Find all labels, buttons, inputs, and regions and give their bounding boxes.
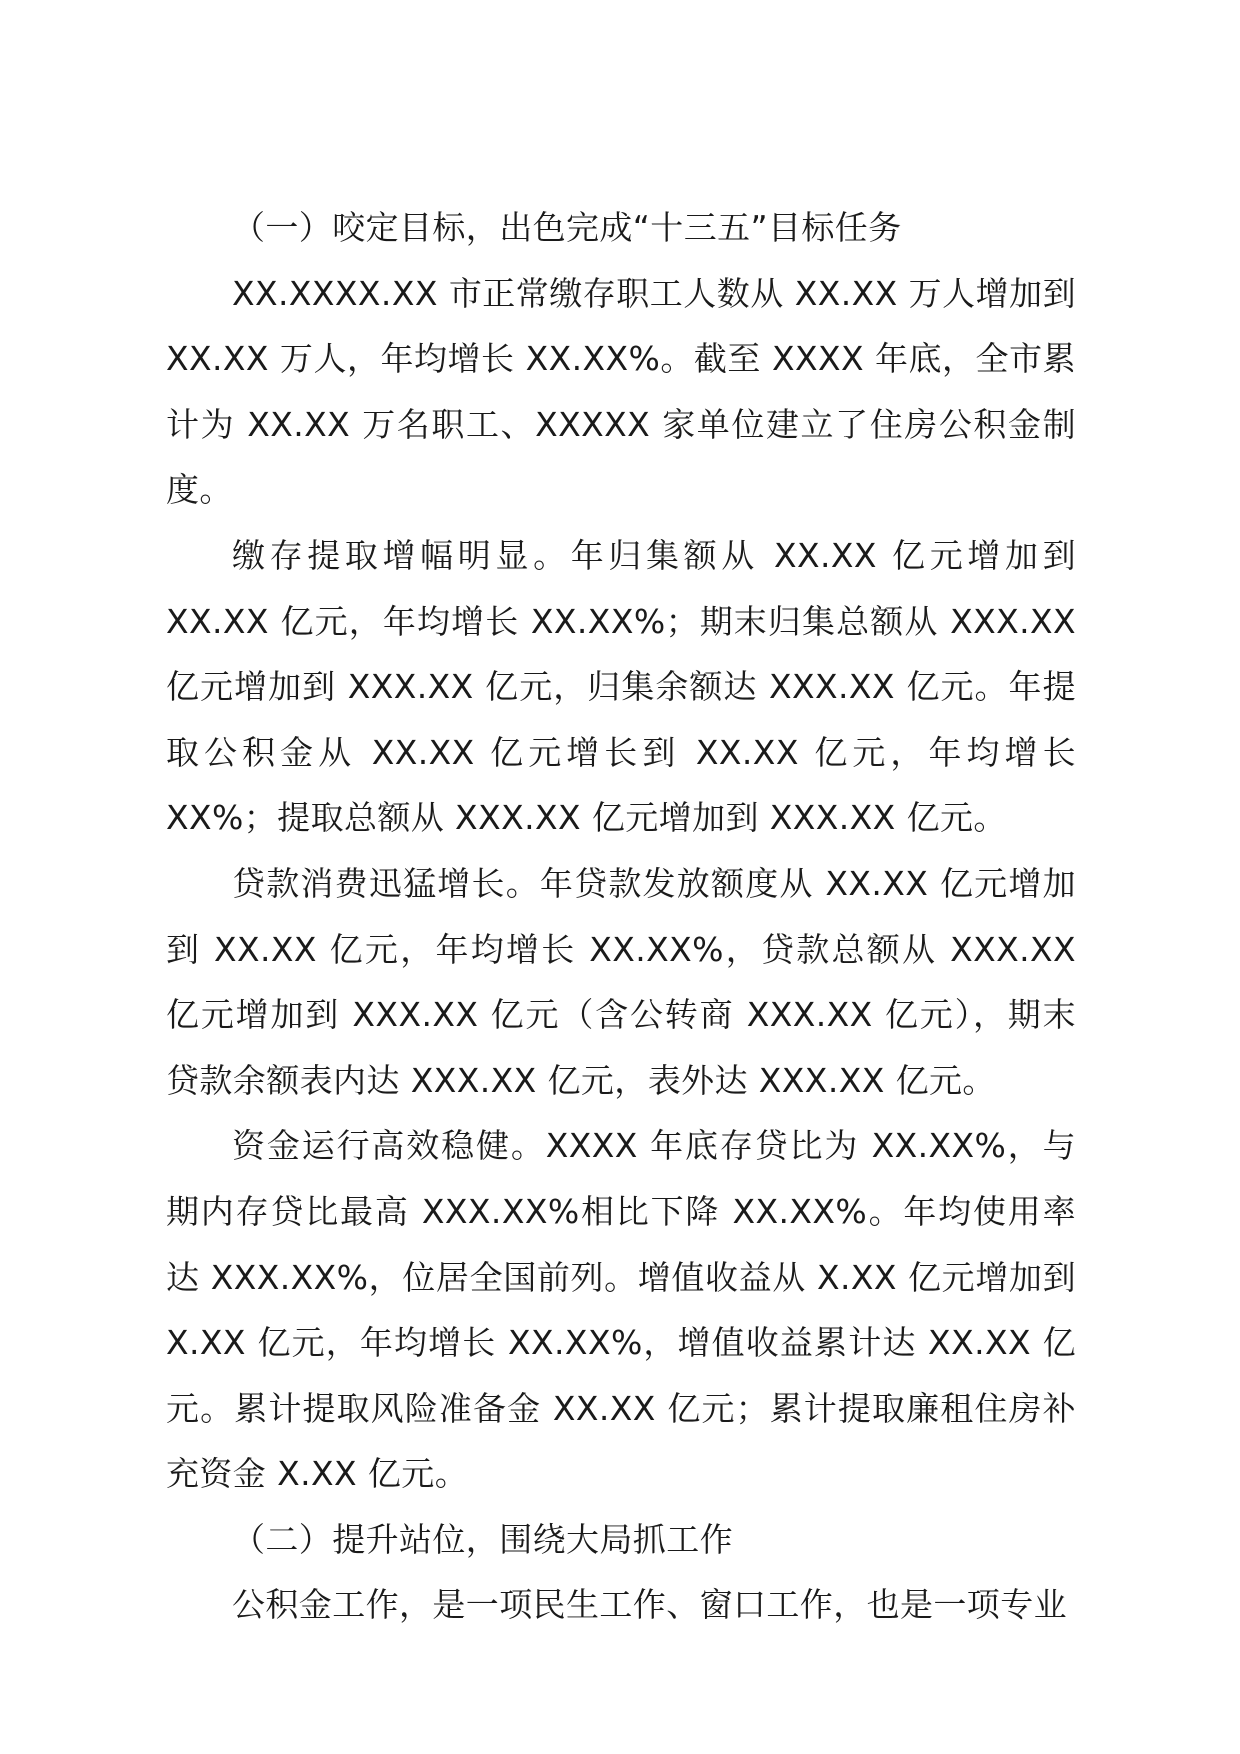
paragraph-fund-operation: 资金运行高效稳健。XXXX 年底存贷比为 XX.XX%，与期内存贷比最高 XXX.XX%相比下降 XX.XX%。年均使用率达 XXX.XX%，位居全国前列。增值收益从 X.XX 亿元增加到 X.XX 亿元，年均增长 XX.XX%，增值收益累计达 XX.XX 亿元。累计提取风险准备金 XX.XX 亿元；累计提取廉租住房补充资金 X.XX 亿元。 xyxy=(166,1126,1076,1494)
paragraph-provident-fund-work: 公积金工作，是一项民生工作、窗口工作，也是一项专业 xyxy=(232,1585,1067,1625)
section-heading-2: （二）提升站位，围绕大局抓工作 xyxy=(232,1519,733,1559)
paragraph-employee-count: XX.XXXX.XX 市正常缴存职工人数从 XX.XX 万人增加到 XX.XX 万人，年均增长 XX.XX%。截至 XXXX 年底，全市累计为 XX.XX 万名职工、XXXXX 家单位建立了住房公积金制度。 xyxy=(166,273,1076,510)
paragraph-loans: 贷款消费迅猛增长。年贷款发放额度从 XX.XX 亿元增加到 XX.XX 亿元，年均增长 XX.XX%，贷款总额从 XXX.XX 亿元增加到 XXX.XX 亿元（含公转商 XXX.XX 亿元），期末贷款余额表内达 XXX.XX 亿元，表外达 XXX.XX 亿元。 xyxy=(166,863,1076,1100)
document-body xyxy=(166,195,1076,1638)
section-heading-1: （一）咬定目标，出色完成“十三五”目标任务 xyxy=(232,208,902,247)
paragraph-deposit-withdrawal: 缴存提取增幅明显。年归集额从 XX.XX 亿元增加到 XX.XX 亿元，年均增长 XX.XX%；期末归集总额从 XXX.XX 亿元增加到 XXX.XX 亿元，归集余额达 XXX.XX 亿元。年提取公积金从 XX.XX 亿元增长到 XX.XX 亿元，年均增长 XX%；提取总额从 XXX.XX 亿元增加到 XXX.XX 亿元。 xyxy=(166,535,1076,838)
